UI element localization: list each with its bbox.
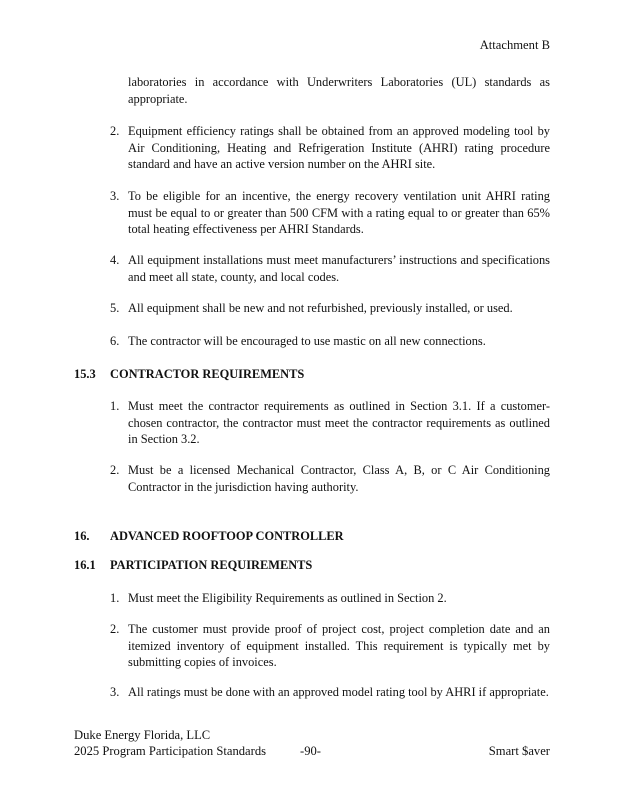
list-item-text: All equipment shall be new and not refurbished, previously installed, or used. — [128, 301, 513, 315]
footer-program-name: Smart $aver — [488, 744, 550, 758]
list-item-text: Equipment efficiency ratings shall be obtained from an approved modeling tool by Air Conditioning, Heating and Refrigeration Institute (AHRI) rating procedure standard and have an active version number on the AHRI site. — [128, 124, 550, 172]
section-number: 16.1 — [74, 558, 96, 572]
list-item-text: All ratings must be done with an approved model rating tool by AHRI if appropriate. — [128, 685, 549, 699]
list-item-number: 2. — [110, 124, 120, 138]
list-item-text: To be eligible for an incentive, the energy recovery ventilation unit AHRI rating must be equal to or greater than 500 CFM with a rating equal to or greater than 65% total heating effectiveness per AHRI Standards. — [128, 189, 550, 237]
list-item-number: 2. — [110, 622, 120, 636]
list-item-text: Must meet the contractor requirements as outlined in Section 3.1. If a customer-chosen contractor, the contractor must meet the contractor requirements as outlined in Section 3.2. — [128, 399, 550, 447]
footer-document-title: 2025 Program Participation Standards — [74, 744, 267, 758]
list-item-text: The customer must provide proof of project cost, project completion date and an itemized inventory of equipment installed. This requirement is typically met by submitting copies of invoices. — [128, 622, 550, 670]
list-item-number: 1. — [110, 399, 120, 413]
footer-company: Duke Energy Florida, LLC — [74, 728, 211, 742]
section-number: 16. — [74, 529, 90, 543]
list-item-number: 1. — [110, 591, 120, 605]
list-item-text: Must meet the Eligibility Requirements as outlined in Section 2. — [128, 591, 447, 605]
list-item-number: 5. — [110, 301, 120, 315]
list-item-text: All equipment installations must meet manufacturers’ instructions and specifications and meet all state, county, and local codes. — [128, 253, 550, 284]
list-item-number: 3. — [110, 685, 120, 699]
list-item-text: Must be a licensed Mechanical Contractor, Class A, B, or C Air Conditioning Contractor in the jurisdiction having authority. — [128, 463, 550, 494]
list-item-number: 3. — [110, 189, 120, 203]
footer-page-number: -90- — [300, 744, 321, 758]
list-item-number: 4. — [110, 253, 120, 267]
section-heading: PARTICIPATION REQUIREMENTS — [110, 558, 313, 572]
list-item-number: 2. — [110, 463, 120, 477]
section-heading: CONTRACTOR REQUIREMENTS — [110, 367, 305, 381]
list-item-number: 6. — [110, 334, 120, 348]
section-heading: ADVANCED ROOFTOOP CONTROLLER — [110, 529, 344, 543]
continued-paragraph: laboratories in accordance with Underwriters Laboratories (UL) standards as appropriate. — [128, 75, 550, 106]
section-number: 15.3 — [74, 367, 96, 381]
list-item-text: The contractor will be encouraged to use mastic on all new connections. — [128, 334, 486, 348]
attachment-label: Attachment B — [479, 38, 550, 52]
